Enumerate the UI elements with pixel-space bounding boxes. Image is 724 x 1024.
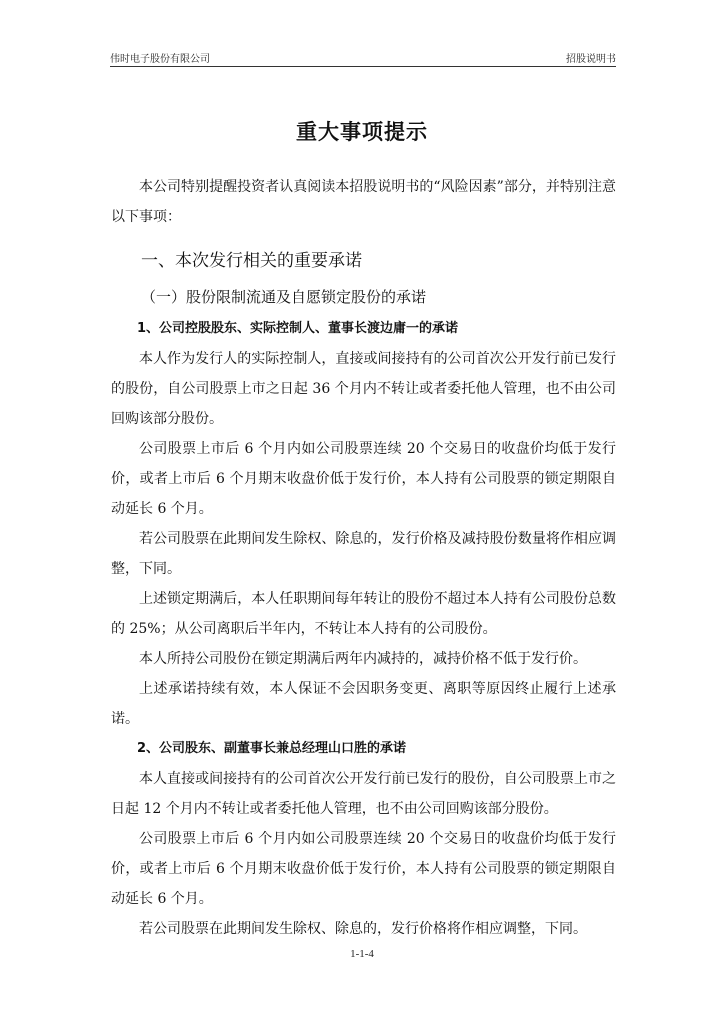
page-header bbox=[110, 50, 616, 66]
paragraph: 本人所持公司股份在锁定期满后两年内减持的，减持价格不低于发行价。 bbox=[139, 651, 587, 667]
subsection-heading: （一）股份限制流通及自愿锁定股份的承诺 bbox=[141, 288, 427, 306]
page-title: 重大事项提示 bbox=[296, 120, 428, 144]
section-heading: 一、本次发行相关的重要承诺 bbox=[141, 251, 362, 271]
paragraph: 上述承诺持续有效，本人保证不会因职务变更、离职等原因终止履行上述承诺。 bbox=[111, 681, 616, 727]
header-company-name: 伟时电子股份有限公司 bbox=[110, 54, 210, 65]
paragraph: 公司股票上市后 6 个月内如公司股票连续 20 个交易日的收盘价均低于发行价，或者上市后 6 个月期末收盘价低于发行价，本人持有公司股票的锁定期限自动延长 6 个月。 bbox=[111, 441, 616, 517]
intro-paragraph: 本公司特别提醒投资者认真阅读本招股说明书的“风险因素”部分，并特别注意以下事项： bbox=[111, 179, 616, 225]
item-heading: 2、公司股东、副董事长兼总经理山口胜的承诺 bbox=[137, 741, 407, 756]
paragraph: 若公司股票在此期间发生除权、除息的，发行价格及减持股份数量将作相应调整，下同。 bbox=[111, 531, 616, 577]
paragraph: 本人直接或间接持有的公司首次公开发行前已发行的股份，自公司股票上市之日起 12 个月内不转让或者委托他人管理，也不由公司回购该部分股份。 bbox=[111, 771, 616, 817]
paragraph: 公司股票上市后 6 个月内如公司股票连续 20 个交易日的收盘价均低于发行价，或者上市后 6 个月期末收盘价低于发行价，本人持有公司股票的锁定期限自动延长 6 个月。 bbox=[111, 831, 616, 907]
paragraph: 若公司股票在此期间发生除权、除息的，发行价格将作相应调整，下同。 bbox=[139, 921, 587, 937]
document-body bbox=[111, 172, 616, 944]
item-heading: 1、公司控股股东、实际控制人、董事长渡边庸一的承诺 bbox=[137, 321, 459, 336]
paragraph: 本人作为发行人的实际控制人，直接或间接持有的公司首次公开发行前已发行的股份，自公司股票上市之日起 36 个月内不转让或者委托他人管理，也不由公司回购该部分股份。 bbox=[111, 351, 616, 427]
header-document-type: 招股说明书 bbox=[566, 54, 616, 65]
page-number: 1-1-4 bbox=[350, 948, 374, 960]
header-divider bbox=[110, 66, 616, 67]
paragraph: 上述锁定期满后，本人任职期间每年转让的股份不超过本人持有公司股份总数的 25%；从公司离职后半年内，不转让本人持有的公司股份。 bbox=[111, 591, 616, 637]
